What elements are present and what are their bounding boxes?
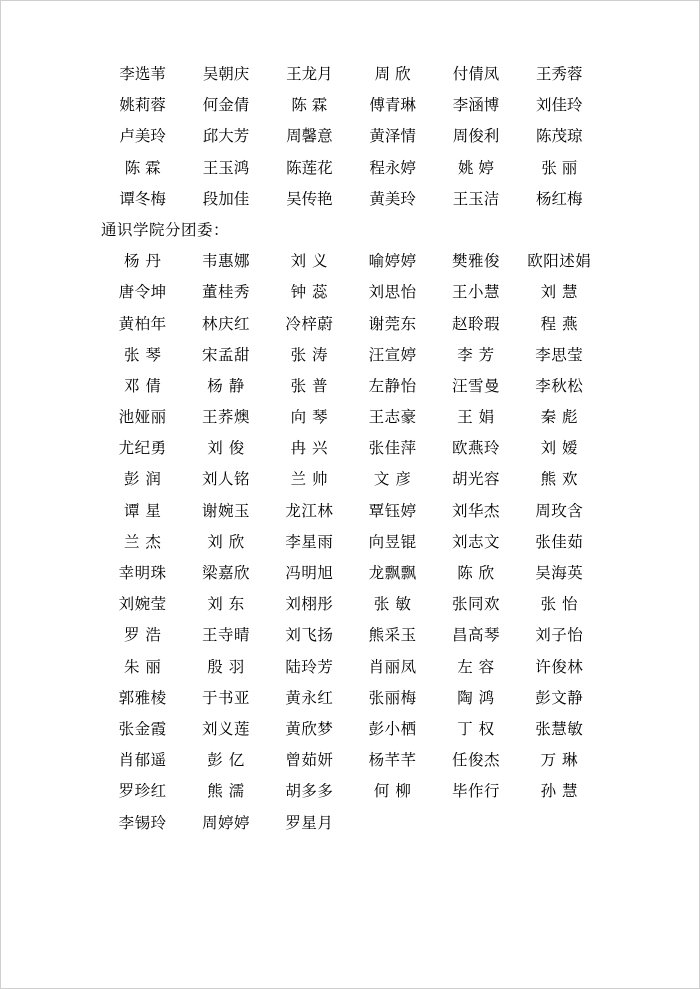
name-cell: 段加佳: [202, 189, 250, 208]
name-cell: 冷梓蔚: [285, 314, 334, 333]
name-cell: 吴海英: [535, 564, 584, 582]
name-cell: 毕作行: [451, 782, 500, 801]
name-cell: 秦 彪: [540, 408, 579, 427]
name-cell: 谭 星: [123, 501, 162, 520]
name-cell: 黄永红: [285, 688, 334, 707]
name-cell: 殷 羽: [207, 657, 245, 676]
name-cell: 肖郁遥: [118, 751, 167, 770]
name-cell: 赵聆瑕: [451, 314, 500, 333]
name-cell: 覃钰婷: [368, 501, 417, 520]
table-row: [101, 90, 601, 121]
table-row: [101, 714, 601, 745]
table-row: [101, 433, 601, 464]
name-cell: 林庆红: [201, 314, 250, 333]
name-cell: 谢莞东: [368, 314, 417, 333]
name-cell: 兰 杰: [123, 532, 162, 551]
name-cell: 兰 帅: [290, 470, 329, 489]
name-cell: 肖丽凤: [368, 657, 417, 676]
name-cell: 熊 濡: [207, 782, 245, 801]
name-cell: 李秋松: [535, 376, 584, 395]
name-cell: 于书亚: [201, 688, 250, 707]
name-cell: 朱 丽: [123, 657, 162, 676]
name-cell: 罗 浩: [123, 626, 162, 645]
name-cell: 张金霞: [118, 719, 167, 738]
name-cell: 唐令坤: [118, 283, 167, 302]
name-cell: 卢美玲: [119, 127, 166, 146]
name-cell: 王志豪: [368, 408, 417, 427]
table-row: [101, 808, 601, 839]
name-cell: 龙飘飘: [368, 564, 417, 582]
name-cell: 彭小栖: [368, 719, 417, 738]
name-cell: 冉 兴: [290, 439, 329, 458]
table-row: [101, 153, 601, 184]
table-row: [101, 246, 601, 277]
name-cell: 陈 霖: [291, 96, 328, 115]
name-cell: 胡多多: [285, 782, 334, 801]
name-cell: 向昱锟: [368, 532, 417, 551]
table-row: [101, 527, 601, 558]
name-cell: 何金倩: [202, 96, 250, 115]
name-cell: 张 普: [290, 376, 329, 395]
name-cell: 王寺晴: [201, 626, 250, 645]
name-cell: 黄泽情: [369, 127, 416, 146]
name-cell: 张丽梅: [368, 688, 417, 707]
name-cell: 王玉洁: [452, 189, 500, 208]
name-cell: 幸明珠: [118, 564, 167, 582]
name-cell: 刘子怡: [535, 626, 584, 645]
name-cell: 杨 丹: [123, 252, 162, 271]
name-cell: 谭冬梅: [119, 189, 166, 208]
name-cell: 李思莹: [535, 345, 584, 364]
name-cell: 黄柏年: [118, 314, 167, 333]
table-row: [101, 683, 601, 714]
name-cell: 董桂秀: [201, 283, 250, 302]
name-cell: 刘 东: [207, 595, 245, 614]
name-cell: 任俊杰: [451, 751, 500, 770]
name-cell: 程 燕: [540, 314, 579, 333]
name-cell: 付倩凤: [452, 65, 500, 83]
name-cell: 张同欢: [451, 595, 500, 614]
table-row: [101, 277, 601, 308]
name-cell: 周馨意: [286, 127, 333, 146]
name-cell: 罗珍红: [118, 782, 167, 801]
name-cell: 邓 倩: [123, 376, 162, 395]
name-cell: 王秀蓉: [536, 65, 583, 83]
name-cell: 陆玲芳: [285, 657, 334, 676]
name-cell: 龙江林: [285, 501, 334, 520]
table-row: [101, 340, 601, 371]
name-cell: 刘义莲: [201, 719, 250, 738]
table-row: [101, 371, 601, 402]
name-cell: 彭 润: [123, 470, 162, 489]
table-row: [101, 652, 601, 683]
name-cell: 汪宣婷: [368, 345, 417, 364]
name-cell: 张 怡: [540, 595, 579, 614]
name-cell: 吴朝庆: [202, 65, 250, 83]
name-cell: 刘人铭: [201, 470, 250, 489]
name-cell: 吴传艳: [286, 189, 333, 208]
table-row: [101, 59, 601, 90]
name-cell: 黄欣梦: [285, 719, 334, 738]
name-cell: 陈莲花: [286, 158, 333, 177]
name-cell: 宋孟甜: [201, 345, 250, 364]
table-row: [101, 121, 601, 152]
name-cell: 向 琴: [290, 408, 329, 427]
name-cell: 刘 慧: [540, 283, 579, 302]
name-cell: 刘志文: [451, 532, 500, 551]
name-cell: 张 琴: [123, 345, 162, 364]
table-row: [101, 402, 601, 433]
name-cell: 刘华杰: [451, 501, 500, 520]
name-cell: 刘栩彤: [285, 595, 334, 614]
table-row: [101, 745, 601, 776]
table-row: [101, 309, 601, 340]
name-cell: 彭文静: [535, 688, 584, 707]
name-cell: 陈 霖: [124, 158, 161, 177]
name-cell: 许俊林: [535, 657, 584, 676]
name-cell: 张 涛: [290, 345, 329, 364]
name-cell: 周婷婷: [201, 813, 250, 832]
name-cell: 张 丽: [541, 158, 578, 177]
name-cell: 刘 义: [290, 252, 329, 271]
name-cell: 杨 静: [207, 376, 245, 395]
name-cell: 欧阳述娟: [527, 252, 592, 271]
name-cell: 王荞燠: [201, 408, 250, 427]
name-cell: 王龙月: [286, 65, 333, 83]
name-cell: 池娅丽: [118, 408, 167, 427]
name-cell: 左 容: [457, 657, 495, 676]
name-cell: 陈茂琼: [536, 127, 583, 146]
section-heading: 通识学院分团委：: [101, 220, 230, 239]
name-cell: 韦惠娜: [201, 252, 250, 271]
name-cell: 左静怡: [368, 376, 417, 395]
name-cell: 喻婷婷: [368, 252, 417, 271]
name-cell: 陈 欣: [457, 564, 495, 582]
name-cell: 昌高琴: [451, 626, 500, 645]
name-cell: 李锡玲: [118, 813, 167, 832]
name-cell: 文 彦: [373, 470, 412, 489]
name-cell: 熊采玉: [368, 626, 417, 645]
name-cell: 邱大芳: [202, 127, 250, 146]
name-cell: 熊 欢: [540, 470, 579, 489]
name-cell: 罗星月: [285, 813, 334, 832]
document-content: [101, 59, 601, 839]
name-cell: 汪雪曼: [451, 376, 500, 395]
name-cell: 王 娟: [457, 408, 495, 427]
name-cell: 傅青琳: [369, 96, 416, 115]
name-cell: 李 芳: [457, 345, 495, 364]
name-cell: 黄美玲: [369, 189, 416, 208]
name-block-main: [101, 246, 601, 839]
name-cell: 梁嘉欣: [201, 564, 250, 582]
name-cell: 程永婷: [369, 158, 416, 177]
name-cell: 欧燕玲: [451, 439, 500, 458]
name-cell: 冯明旭: [285, 564, 334, 582]
name-block-top: [101, 59, 601, 215]
name-cell: 刘思怡: [368, 283, 417, 302]
name-cell: 刘 欣: [207, 532, 245, 551]
name-cell: 郭雅棱: [118, 688, 167, 707]
name-cell: 陶 鸿: [457, 688, 495, 707]
name-cell: 杨芊芊: [368, 751, 417, 770]
name-cell: 姚 婷: [458, 158, 494, 177]
name-cell: 丁 权: [457, 719, 495, 738]
name-cell: 王小慧: [451, 283, 500, 302]
name-cell: 曾茹妍: [285, 751, 334, 770]
name-cell: 姚莉蓉: [119, 96, 166, 115]
table-row: [101, 464, 601, 495]
name-cell: 孙 慧: [540, 782, 579, 801]
table-row: [101, 184, 601, 215]
name-cell: 张佳茹: [535, 532, 584, 551]
name-cell: 周俊利: [452, 127, 500, 146]
table-row: [101, 620, 601, 651]
name-cell: 刘 嫒: [540, 439, 579, 458]
name-cell: 张佳萍: [368, 439, 417, 458]
name-cell: 杨红梅: [536, 189, 583, 208]
name-cell: 李选苇: [119, 65, 166, 83]
table-row: [101, 589, 601, 620]
table-row: [101, 496, 601, 527]
name-cell: 谢婉玉: [201, 501, 250, 520]
name-cell: 何 柳: [373, 782, 412, 801]
name-cell: 张 敏: [373, 595, 412, 614]
name-cell: 刘婉莹: [118, 595, 167, 614]
name-cell: 万 琳: [540, 751, 579, 770]
name-cell: 王玉鸿: [202, 158, 250, 177]
table-row: [101, 776, 601, 807]
name-cell: 周 欣: [374, 65, 411, 83]
name-cell: 张慧敏: [535, 719, 584, 738]
name-cell: 尤纪勇: [118, 439, 167, 458]
name-cell: 刘 俊: [207, 439, 245, 458]
name-cell: 彭 亿: [207, 751, 245, 770]
name-cell: 周玫含: [535, 501, 584, 520]
name-cell: 樊雅俊: [451, 252, 500, 271]
name-cell: 李星雨: [285, 532, 334, 551]
table-row: [101, 558, 601, 589]
name-cell: 刘飞扬: [285, 626, 334, 645]
name-cell: 刘佳玲: [536, 96, 583, 115]
name-cell: 李涵博: [452, 96, 500, 115]
name-cell: 胡光容: [451, 470, 500, 489]
name-cell: 钟 蕊: [290, 283, 329, 302]
